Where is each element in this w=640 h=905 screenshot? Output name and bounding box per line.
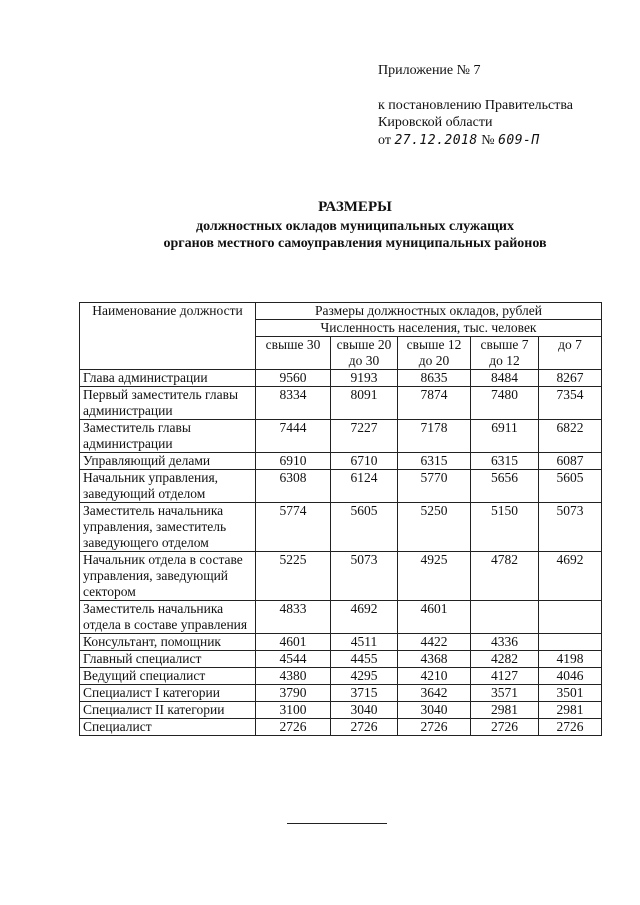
position-name: Главный специалист [80,651,256,668]
salary-value: 9193 [331,370,398,387]
salary-value: 4544 [256,651,331,668]
salary-value: 6911 [471,420,539,453]
salary-value: 3040 [398,702,471,719]
header-col-1: свыше 30 [256,337,331,370]
table-row [80,702,602,719]
table-row [80,387,602,420]
position-name: Управляющий делами [80,453,256,470]
salary-value [539,634,602,651]
salary-value: 9560 [256,370,331,387]
salary-value: 4455 [331,651,398,668]
salary-value: 8267 [539,370,602,387]
table-row [80,503,602,552]
table-row [80,651,602,668]
salary-value: 8635 [398,370,471,387]
salary-value: 4782 [471,552,539,601]
salary-value: 6710 [331,453,398,470]
salary-value: 7227 [331,420,398,453]
table-row [80,370,602,387]
salary-value: 7874 [398,387,471,420]
salary-value: 2726 [471,719,539,736]
salary-value: 5250 [398,503,471,552]
salary-value: 2981 [471,702,539,719]
salary-value: 3790 [256,685,331,702]
table-row [80,634,602,651]
salary-value: 4336 [471,634,539,651]
salary-value: 7480 [471,387,539,420]
salary-value: 6308 [256,470,331,503]
position-name: Глава администрации [80,370,256,387]
position-name: Заместитель главы администрации [80,420,256,453]
header-col-4: свыше 7 до 12 [471,337,539,370]
position-name: Начальник отдела в составе управления, заведующий сектором [80,552,256,601]
salary-value: 8484 [471,370,539,387]
salary-value: 7354 [539,387,602,420]
position-name: Консультант, помощник [80,634,256,651]
appendix-line-3 [378,132,540,149]
salary-value: 3040 [331,702,398,719]
salary-value: 5073 [539,503,602,552]
salary-value: 3100 [256,702,331,719]
appendix-title: Приложение № 7 [378,63,481,78]
salary-value: 6124 [331,470,398,503]
table-row [80,420,602,453]
appendix-line-2: Кировской области [378,115,493,130]
salary-value: 4368 [398,651,471,668]
salary-value: 2726 [256,719,331,736]
salary-value: 7178 [398,420,471,453]
table-row [80,470,602,503]
table-row [80,668,602,685]
document-subtitle-1: должностных окладов муниципальных служащих [196,219,514,234]
salary-value: 5225 [256,552,331,601]
appendix-date-prefix: от [378,133,395,148]
salary-value: 4282 [471,651,539,668]
salary-value: 6315 [398,453,471,470]
salary-value: 4046 [539,668,602,685]
appendix-number-prefix: № [477,133,499,148]
appendix-number: 609-П [498,133,540,148]
salary-value: 4198 [539,651,602,668]
salary-value: 3715 [331,685,398,702]
table-row [80,719,602,736]
table-row [80,601,602,634]
salary-value: 4692 [539,552,602,601]
salary-value: 5605 [331,503,398,552]
salary-value: 5656 [471,470,539,503]
position-name: Первый заместитель главы администрации [80,387,256,420]
salary-value: 8091 [331,387,398,420]
salary-value: 7444 [256,420,331,453]
salary-value: 4601 [398,601,471,634]
position-name: Специалист II категории [80,702,256,719]
salary-value: 8334 [256,387,331,420]
salary-value: 4127 [471,668,539,685]
appendix-date: 27.12.2018 [394,133,478,148]
document-title: РАЗМЕРЫ [318,199,392,215]
salary-value: 4925 [398,552,471,601]
salary-value: 3501 [539,685,602,702]
header-col-5: до 7 [539,337,602,370]
salary-value: 6087 [539,453,602,470]
salary-value: 6910 [256,453,331,470]
salary-value: 4295 [331,668,398,685]
salary-table [79,302,602,736]
salary-value: 4422 [398,634,471,651]
salary-value: 4833 [256,601,331,634]
position-name: Специалист [80,719,256,736]
salary-value: 4210 [398,668,471,685]
header-col-2: свыше 20 до 30 [331,337,398,370]
salary-value: 5150 [471,503,539,552]
position-name: Заместитель начальника отдела в составе управления [80,601,256,634]
position-name: Специалист I категории [80,685,256,702]
salary-value: 5774 [256,503,331,552]
signature-line [287,823,387,824]
salary-value: 4380 [256,668,331,685]
salary-value: 6822 [539,420,602,453]
salary-value: 6315 [471,453,539,470]
salary-value: 5770 [398,470,471,503]
appendix-line-1: к постановлению Правительства [378,98,574,113]
salary-value: 2726 [539,719,602,736]
salary-value: 2981 [539,702,602,719]
header-population: Численность населения, тыс. человек [256,320,602,337]
position-name: Заместитель начальника управления, заместитель заведующего отделом [80,503,256,552]
salary-value: 3642 [398,685,471,702]
salary-value: 4511 [331,634,398,651]
salary-value: 2726 [331,719,398,736]
salary-value: 4692 [331,601,398,634]
header-salary-group: Размеры должностных окладов, рублей [256,303,602,320]
document-subtitle-2: органов местного самоуправления муниципальных районов [163,236,547,251]
salary-value: 5073 [331,552,398,601]
position-name: Ведущий специалист [80,668,256,685]
header-position: Наименование должности [80,303,256,370]
table-row [80,685,602,702]
table-row [80,552,602,601]
salary-value: 2726 [398,719,471,736]
salary-value: 3571 [471,685,539,702]
salary-value [471,601,539,634]
table-row [80,453,602,470]
salary-value: 4601 [256,634,331,651]
header-col-3: свыше 12 до 20 [398,337,471,370]
position-name: Начальник управления, заведующий отделом [80,470,256,503]
salary-value [539,601,602,634]
salary-value: 5605 [539,470,602,503]
